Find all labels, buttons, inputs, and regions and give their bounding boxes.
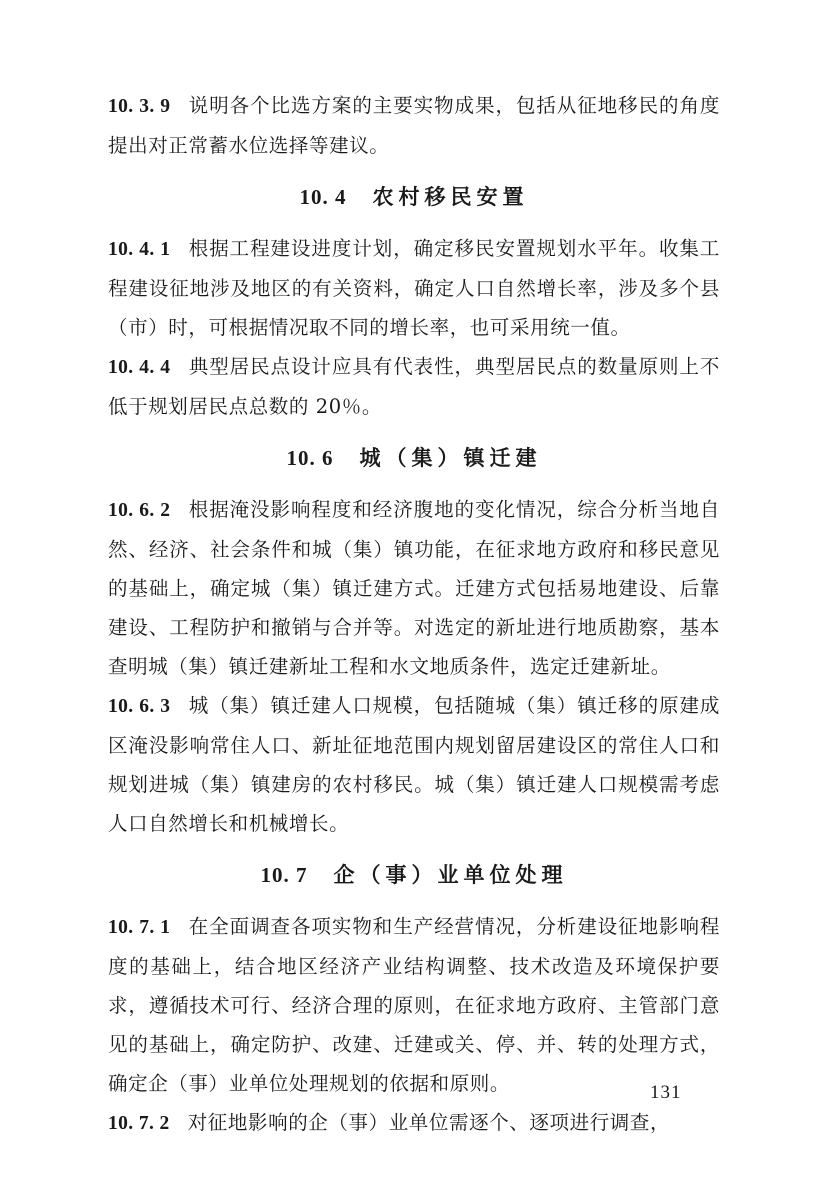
clause-text: 说明各个比选方案的主要实物成果，包括从征地移民的角度提出对正常蓄水位选择等建议。 bbox=[108, 94, 721, 157]
clause-text: 根据工程建设进度计划，确定移民安置规划水平年。收集工程建设征地涉及地区的有关资料，确定人口自然增长率，涉及多个县（市）时，可根据情况取不同的增长率，也可采用统一值。 bbox=[108, 237, 721, 339]
clause-10-3-9 bbox=[108, 86, 720, 165]
section-number: 10. 6 bbox=[286, 446, 334, 470]
section-title: 企（事）业单位处理 bbox=[333, 863, 568, 887]
clause-10-7-2 bbox=[108, 1103, 720, 1143]
clause-10-6-3 bbox=[108, 686, 720, 843]
section-number: 10. 7 bbox=[260, 863, 308, 887]
clause-text: 城（集）镇迁建人口规模，包括随城（集）镇迁移的原建成区淹没影响常住人口、新址征地范围内规划留居建设区的常住人口和规划进城（集）镇建房的农村移民。城（集）镇迁建人口规模需考虑人口自然增长和机械增长。 bbox=[108, 694, 721, 835]
clause-10-6-2 bbox=[108, 490, 720, 686]
clause-10-7-1 bbox=[108, 907, 720, 1103]
clause-number: 10. 3. 9 bbox=[108, 96, 171, 117]
clause-number: 10. 6. 3 bbox=[108, 696, 171, 717]
section-number: 10. 4 bbox=[299, 185, 347, 209]
clause-text: 根据淹没影响程度和经济腹地的变化情况，综合分析当地自然、经济、社会条件和城（集）镇功能，在征求地方政府和移民意见的基础上，确定城（集）镇迁建方式。迁建方式包括易地建设、后靠建设、工程防护和撤销与合并等。对选定的新址进行地质勘察，基本查明城（集）镇迁建新址工程和水文地质条件，选定迁建新址。 bbox=[108, 498, 721, 678]
section-title: 城（集）镇迁建 bbox=[359, 446, 542, 470]
page-body bbox=[108, 86, 720, 1143]
clause-10-4-4 bbox=[108, 347, 720, 426]
page-number: 131 bbox=[650, 1082, 682, 1103]
clause-number: 10. 7. 2 bbox=[108, 1113, 170, 1134]
section-title: 农村移民安置 bbox=[372, 185, 529, 209]
clause-10-4-1 bbox=[108, 229, 720, 347]
clause-number: 10. 4. 1 bbox=[108, 239, 171, 260]
section-heading-10-6 bbox=[108, 432, 720, 484]
clause-text: 在全面调查各项实物和生产经营情况，分析建设征地影响程度的基础上，结合地区经济产业结构调整、技术改造及环境保护要求，遵循技术可行、经济合理的原则，在征求地方政府、主管部门意见的基础上，确定防护、改建、迁建或关、停、并、转的处理方式，确定企（事）业单位处理规划的依据和原则。 bbox=[108, 915, 721, 1095]
section-heading-10-7 bbox=[108, 849, 720, 901]
section-heading-10-4 bbox=[108, 171, 720, 223]
clause-number: 10. 4. 4 bbox=[108, 357, 171, 378]
clause-number: 10. 7. 1 bbox=[108, 917, 171, 938]
clause-number: 10. 6. 2 bbox=[108, 500, 171, 521]
clause-text: 对征地影响的企（事）业单位需逐个、逐项进行调查， bbox=[187, 1111, 671, 1134]
clause-text: 典型居民点设计应具有代表性，典型居民点的数量原则上不低于规划居民点总数的 20％。 bbox=[108, 355, 721, 418]
